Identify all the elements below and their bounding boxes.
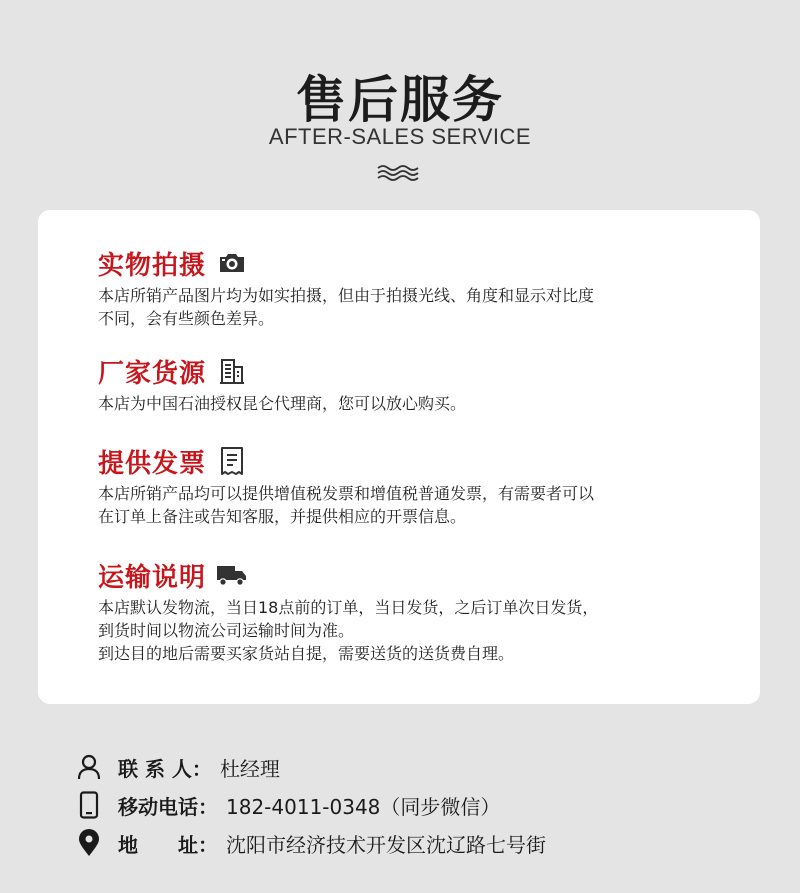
contact-phone-row <box>76 790 500 820</box>
section-real-photos <box>98 246 738 330</box>
section-title: 提供发票 <box>98 448 207 479</box>
location-pin-icon <box>76 829 102 857</box>
truck-icon <box>216 560 248 590</box>
section-factory-source <box>98 354 738 415</box>
section-title: 实物拍摄 <box>98 250 207 281</box>
contact-address-value: 沈阳市经济技术开发区沈辽路七号街 <box>226 832 546 857</box>
phone-icon <box>76 791 102 819</box>
receipt-icon <box>216 446 248 476</box>
contact-address-label: 地 址： <box>118 832 218 857</box>
page-title: 售后服务 <box>296 71 504 129</box>
section-shipping <box>98 558 738 665</box>
contact-person-value: 杜经理 <box>219 756 280 781</box>
contact-person-row <box>76 752 280 782</box>
person-icon <box>76 753 102 781</box>
camera-icon <box>216 248 248 278</box>
contact-phone-label: 移动电话： <box>118 794 218 819</box>
section-title: 运输说明 <box>98 562 207 593</box>
building-icon <box>216 356 248 386</box>
wave-divider-icon <box>376 164 424 182</box>
section-body: 本店默认发物流，当日18点前的订单，当日发货，之后订单次日发货， 到货时间以物流公司运输时间为准。 到达目的地后需要买家货站自提，需要送货的送货费自理。 <box>98 598 599 663</box>
section-invoice <box>98 444 738 528</box>
contact-person-label: 联 系 人： <box>118 756 212 781</box>
service-card <box>38 210 760 704</box>
section-body: 本店为中国石油授权昆仑代理商，您可以放心购买。 <box>98 394 467 413</box>
contact-phone-value: 182-4011-0348（同步微信） <box>226 794 501 819</box>
section-body: 本店所销产品图片均为如实拍摄，但由于拍摄光线、角度和显示对比度 不同，会有些颜色差异。 <box>98 286 595 328</box>
contact-address-row <box>76 828 546 858</box>
section-body: 本店所销产品均可以提供增值税发票和增值税普通发票，有需要者可以 在订单上备注或告知客服，并提供相应的开票信息。 <box>98 484 595 526</box>
page-header <box>0 0 800 210</box>
section-title: 厂家货源 <box>98 358 207 389</box>
page-subtitle: AFTER-SALES SERVICE <box>268 124 532 149</box>
